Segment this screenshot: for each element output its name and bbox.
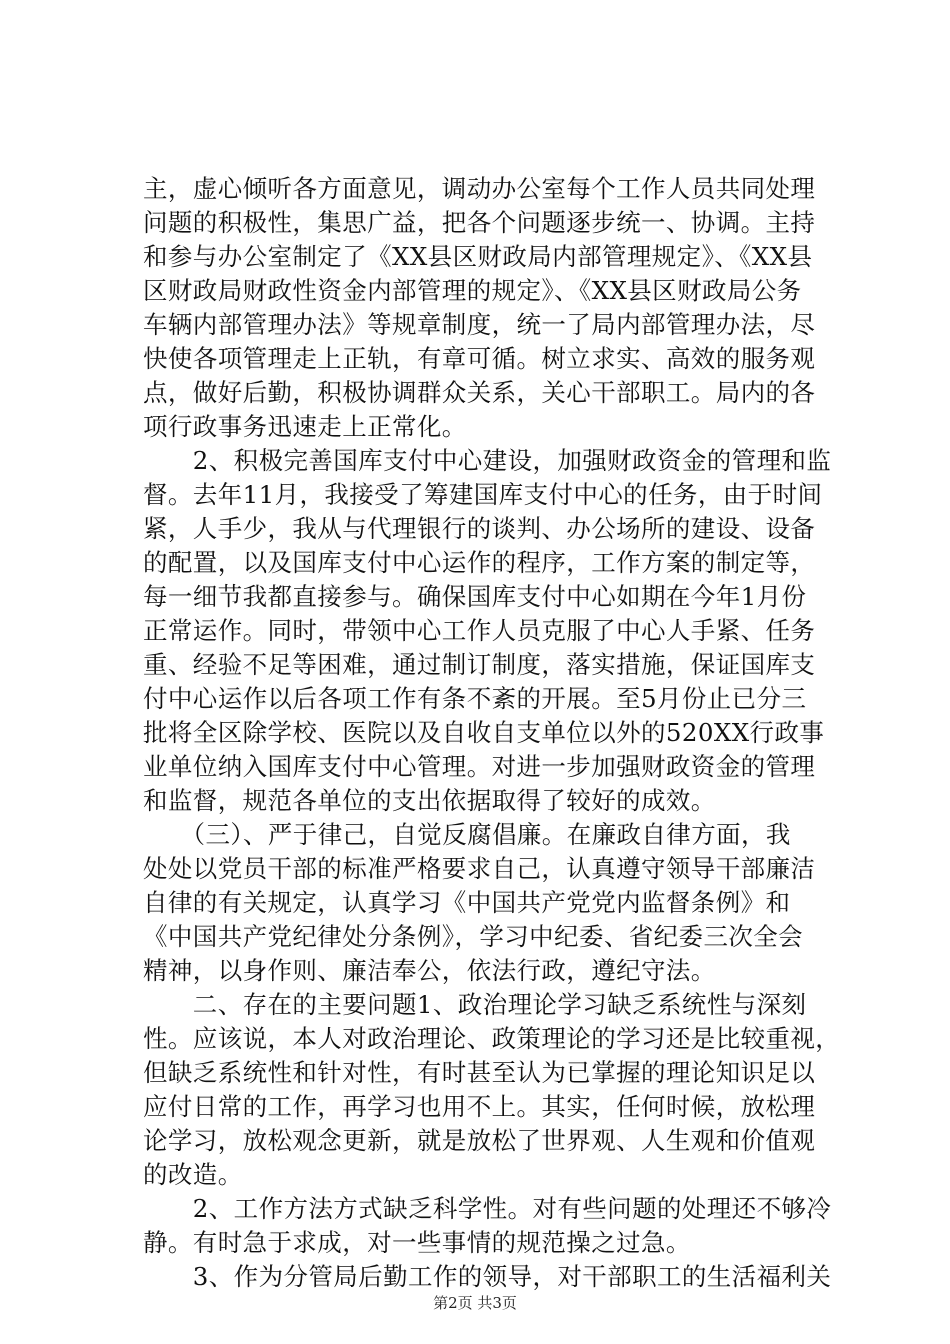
- text-line: 点，做好后勤，积极协调群众关系，关心干部职工。局内的各: [143, 378, 816, 407]
- paragraph-start-line: 二、存在的主要问题1、政治理论学习缺乏系统性与深刻: [143, 990, 807, 1019]
- text-line: 自律的有关规定，认真学习《中国共产党党内监督条例》和: [143, 888, 791, 917]
- paragraph-start-line: 2、积极完善国库支付中心建设，加强财政资金的管理和监: [143, 446, 832, 475]
- text-line: 性。应该说，本人对政治理论、政策理论的学习还是比较重视，: [143, 1024, 841, 1053]
- paragraph-start-line: 2、工作方法方式缺乏科学性。对有些问题的处理还不够冷: [143, 1194, 832, 1223]
- text-line: 静。有时急于求成，对一些事情的规范操之过急。: [143, 1228, 691, 1257]
- text-line: 每一细节我都直接参与。确保国库支付中心如期在今年1月份: [143, 582, 807, 611]
- text-line: 的改造。: [143, 1160, 243, 1189]
- text-line: 和参与办公室制定了《XX县区财政局内部管理规定》、《XX县: [143, 242, 813, 271]
- text-line: 问题的积极性，集思广益，把各个问题逐步统一、协调。主持: [143, 208, 816, 237]
- text-line: 和监督，规范各单位的支出依据取得了较好的成效。: [143, 786, 716, 815]
- text-line: 紧，人手少，我从与代理银行的谈判、办公场所的建设、设备: [143, 514, 816, 543]
- body-text: [143, 172, 841, 1294]
- text-line: 主，虚心倾听各方面意见，调动办公室每个工作人员共同处理: [143, 174, 816, 203]
- text-line: 付中心运作以后各项工作有条不紊的开展。至5月份止已分三: [143, 684, 807, 713]
- text-line: 督。去年11月，我接受了筹建国库支付中心的任务，由于时间: [143, 480, 823, 509]
- text-line: 应付日常的工作，再学习也用不上。其实，任何时候，放松理: [143, 1092, 816, 1121]
- text-line: 的配置，以及国库支付中心运作的程序，工作方案的制定等，: [143, 548, 816, 577]
- text-line: 论学习，放松观念更新，就是放松了世界观、人生观和价值观: [143, 1126, 816, 1155]
- text-line: 精神，以身作则、廉洁奉公，依法行政，遵纪守法。: [143, 956, 716, 985]
- paragraph-start-line: （三）、严于律己，自觉反腐倡廉。在廉政自律方面，我: [143, 820, 791, 849]
- text-line: 项行政事务迅速走上正常化。: [143, 412, 467, 441]
- page-footer: 第2页 共3页: [433, 1294, 517, 1312]
- text-line: 正常运作。同时，带领中心工作人员克服了中心人手紧、任务: [143, 616, 816, 645]
- text-line: 业单位纳入国库支付中心管理。对进一步加强财政资金的管理: [143, 752, 816, 781]
- paragraph-start-line: 3、作为分管局后勤工作的领导，对干部职工的生活福利关: [143, 1262, 832, 1291]
- text-line: 处处以党员干部的标准严格要求自己，认真遵守领导干部廉洁: [143, 854, 816, 883]
- text-line: 区财政局财政性资金内部管理的规定》、《XX县区财政局公务: [143, 276, 802, 305]
- text-line: 批将全区除学校、医院以及自收自支单位以外的520XX行政事: [143, 718, 825, 747]
- text-line: 《中国共产党纪律处分条例》，学习中纪委、省纪委三次全会: [143, 922, 804, 951]
- text-line: 但缺乏系统性和针对性，有时甚至认为已掌握的理论知识足以: [143, 1058, 816, 1087]
- text-line: 重、经验不足等困难，通过制订制度，落实措施，保证国库支: [143, 650, 816, 679]
- text-line: 车辆内部管理办法》等规章制度，统一了局内部管理办法，尽: [143, 310, 816, 339]
- text-line: 快使各项管理走上正轨，有章可循。树立求实、高效的服务观: [143, 344, 816, 373]
